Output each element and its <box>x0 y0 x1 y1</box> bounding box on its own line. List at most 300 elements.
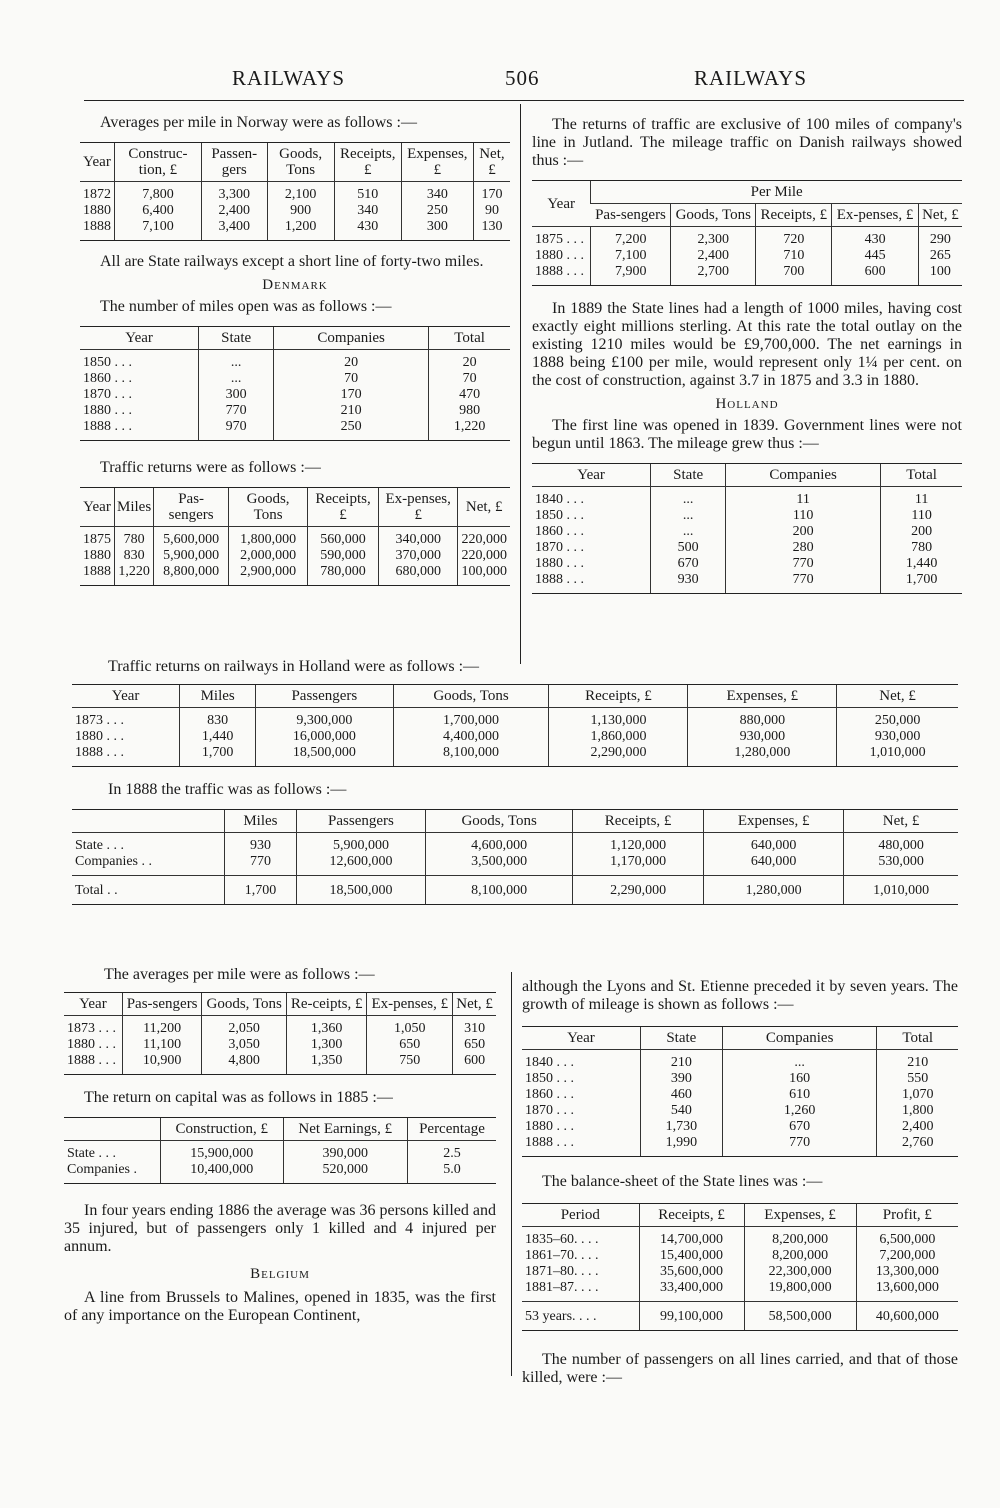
table-cell: 930 <box>225 833 297 855</box>
table-cell: 590,000 <box>308 548 379 564</box>
column-header: Period <box>522 1204 639 1227</box>
row-label: 1875 . . . <box>535 232 584 247</box>
denmark-traffic-table <box>80 487 510 586</box>
column-header: Pas-sengers <box>154 488 229 527</box>
column-header: Pas-sengers <box>591 204 671 227</box>
table-cell: 1,860,000 <box>549 729 688 745</box>
table-cell: 310 <box>453 1016 496 1038</box>
table-row <box>532 264 962 286</box>
row-label: 1860 . . . <box>83 371 132 386</box>
column-header: Expenses, £ <box>704 810 844 833</box>
belgium-section <box>522 978 958 1387</box>
table-cell: ... <box>199 350 274 372</box>
table-cell: 14,700,000 <box>639 1227 744 1249</box>
column-header: Companies <box>726 464 881 487</box>
table-cell: 2,000,000 <box>229 548 308 564</box>
table-cell: 8,200,000 <box>744 1248 856 1264</box>
table-cell: 670 <box>651 556 726 572</box>
table-cell: 2,300 <box>671 227 756 249</box>
row-label: 1872 <box>83 187 111 202</box>
total-row <box>72 876 958 905</box>
belgium-mileage-table <box>522 1026 958 1157</box>
table-cell: 2.5 <box>407 1141 496 1163</box>
table-cell: 780 <box>881 540 962 556</box>
table-cell: 10,400,000 <box>160 1162 283 1184</box>
holland-mileage-table <box>532 463 962 594</box>
table-row <box>80 350 510 372</box>
table-cell: 370,000 <box>378 548 458 564</box>
table-cell: 200 <box>726 524 881 540</box>
table-cell: 390 <box>640 1071 722 1087</box>
column-header: Goods, Tons <box>426 810 573 833</box>
table-cell: 35,600,000 <box>639 1264 744 1280</box>
table-cell: 280 <box>726 540 881 556</box>
table-cell: 720 <box>756 227 832 249</box>
column-header: Percentage <box>407 1118 496 1141</box>
table-cell: 530,000 <box>844 854 958 876</box>
table-cell: 2,900,000 <box>229 564 308 586</box>
table-cell: 170 <box>274 387 429 403</box>
table-cell: 340 <box>334 203 401 219</box>
table-row <box>80 419 510 441</box>
table-cell: 160 <box>722 1071 877 1087</box>
column-header: Companies <box>274 327 429 350</box>
table-row <box>80 527 510 549</box>
table-cell: 930 <box>651 572 726 594</box>
column-header: Total <box>429 327 510 350</box>
table-cell: 550 <box>877 1071 958 1087</box>
table-cell: 1,440 <box>881 556 962 572</box>
table-row <box>532 487 962 509</box>
table-cell: 2,400 <box>671 248 756 264</box>
table-row <box>80 403 510 419</box>
denmark-right-intro: The returns of traffic are exclusive of 100 miles of company's line in Jutland. The mileage traffic on Danish railways showed thus :— <box>532 116 962 169</box>
table-cell: 15,400,000 <box>639 1248 744 1264</box>
table-cell: 7,100 <box>115 219 202 241</box>
table-cell: 90 <box>473 203 510 219</box>
header-rule <box>84 100 964 101</box>
column-header: Year <box>532 464 651 487</box>
table-cell: 8,800,000 <box>154 564 229 586</box>
table-cell: ... <box>199 371 274 387</box>
row-label: 1860 . . . <box>525 1087 574 1102</box>
table-row <box>72 708 958 730</box>
denmark-right-section <box>532 116 962 594</box>
table-cell: 1,700 <box>881 572 962 594</box>
column-header: Net Earnings, £ <box>283 1118 407 1141</box>
column-header: Goods, Tons <box>267 143 334 182</box>
column-header <box>72 810 225 833</box>
column-header: Net, £ <box>473 143 510 182</box>
table-cell: 830 <box>115 548 154 564</box>
table-cell: 2,050 <box>202 1016 286 1038</box>
column-header: Ex-penses, £ <box>367 993 453 1016</box>
table-cell: 3,300 <box>201 182 267 204</box>
column-header: Ex-penses, £ <box>832 204 919 227</box>
column-header: Receipts, £ <box>639 1204 744 1227</box>
table-row <box>64 1037 496 1053</box>
per-mile-year-header: Year <box>532 181 591 227</box>
total-cell: 1,700 <box>225 876 297 905</box>
row-label: 1860 . . . <box>535 524 584 539</box>
column-header: Receipts, £ <box>549 685 688 708</box>
column-header: Total <box>877 1027 958 1050</box>
table-cell: 445 <box>832 248 919 264</box>
row-label: 1861–70. . . . <box>525 1248 599 1263</box>
row-label: 1840 . . . <box>525 1055 574 1070</box>
table-cell: 770 <box>726 556 881 572</box>
table-cell: 7,200 <box>591 227 671 249</box>
table-cell: 600 <box>453 1053 496 1075</box>
table-row <box>532 572 962 594</box>
table-cell: 1,260 <box>722 1103 877 1119</box>
table-cell: 70 <box>429 371 510 387</box>
table-cell: 1,280,000 <box>688 745 837 767</box>
column-header: Goods, Tons <box>671 204 756 227</box>
table-row <box>522 1280 958 1302</box>
row-label: 1888 . . . <box>80 419 199 441</box>
column-header: State <box>199 327 274 350</box>
table-cell: 11 <box>726 487 881 509</box>
holland-averages-table <box>64 992 496 1075</box>
column-header: Net, £ <box>837 685 958 708</box>
column-header: Miles <box>180 685 256 708</box>
row-label: 1880 <box>83 203 111 218</box>
row-label: 1870 . . . <box>83 387 132 402</box>
holland-capital-table <box>64 1117 496 1184</box>
table-cell: 2,760 <box>877 1135 958 1157</box>
table-row <box>522 1071 958 1087</box>
holland-capital-intro: The return on capital was as follows in 1885 :— <box>84 1089 393 1106</box>
total-label: Total . . <box>72 876 225 905</box>
table-cell: 700 <box>756 264 832 286</box>
table-cell: 5,600,000 <box>154 527 229 549</box>
table-cell: 1,730 <box>640 1119 722 1135</box>
per-mile-group-header: Per Mile <box>591 181 962 204</box>
column-header: Goods, Tons <box>202 993 286 1016</box>
row-label: 1888 <box>80 219 115 241</box>
denmark-heading: Denmark <box>262 277 328 293</box>
column-divider-bottom <box>511 972 512 1376</box>
table-cell: 7,800 <box>115 182 202 204</box>
right-running-header: RAILWAYS <box>694 66 808 90</box>
table-row <box>64 1141 496 1163</box>
table-cell: 1,010,000 <box>837 745 958 767</box>
row-label: 1870 . . . <box>535 540 584 555</box>
table-row <box>80 371 510 387</box>
table-row <box>80 219 510 241</box>
row-label: 1880 <box>83 548 111 563</box>
table-cell: 470 <box>429 387 510 403</box>
table-row <box>522 1264 958 1280</box>
holland-1888-intro: In 1888 the traffic was as follows :— <box>108 781 347 798</box>
column-header: Goods, Tons <box>229 488 308 527</box>
holland-heading: Holland <box>715 396 779 412</box>
column-header: Net, £ <box>458 488 510 527</box>
row-label: 1880 . . . <box>83 403 132 418</box>
table-row <box>532 508 962 524</box>
table-cell: 710 <box>756 248 832 264</box>
table-row <box>80 387 510 403</box>
total-row <box>522 1302 958 1331</box>
row-label: 1880 . . . <box>535 248 584 263</box>
table-row <box>522 1119 958 1135</box>
row-label: 1888 . . . <box>532 264 591 286</box>
table-cell: 430 <box>334 219 401 241</box>
table-cell: 560,000 <box>308 527 379 549</box>
table-cell: 1,700,000 <box>393 708 549 730</box>
belgium-passengers-note: The number of passengers on all lines carried, and that of those killed, were :— <box>522 1351 958 1386</box>
holland-accidents-note: In four years ending 1886 the average was 36 persons killed and 35 injured, but of passengers only 1 killed and 4 injured per annum. <box>64 1202 496 1255</box>
table-cell: 170 <box>473 182 510 204</box>
table-cell: 2,400 <box>201 203 267 219</box>
table-cell: 1,070 <box>877 1087 958 1103</box>
column-divider-top <box>520 104 521 664</box>
table-row <box>522 1087 958 1103</box>
denmark-mileage-table <box>80 326 510 441</box>
table-cell: 15,900,000 <box>160 1141 283 1163</box>
belgium-text: A line from Brussels to Malines, opened in 1835, was the first of any importance on the European Continent, <box>64 1289 496 1324</box>
row-label: 1873 . . . <box>75 713 124 728</box>
table-cell: 930,000 <box>837 729 958 745</box>
table-cell: 22,300,000 <box>744 1264 856 1280</box>
table-cell: 640,000 <box>704 833 844 855</box>
table-row <box>64 1053 496 1075</box>
holland-1888-table <box>72 809 958 905</box>
table-cell: 4,600,000 <box>426 833 573 855</box>
table-cell: 6,400 <box>115 203 202 219</box>
row-label: 1888 . . . <box>72 745 180 767</box>
table-cell: 2,700 <box>671 264 756 286</box>
table-cell: 1,700 <box>180 745 256 767</box>
table-cell: 5,900,000 <box>154 548 229 564</box>
column-header: Pas-sengers <box>122 993 202 1016</box>
table-row <box>72 833 958 855</box>
table-cell: 500 <box>651 540 726 556</box>
table-cell: 210 <box>274 403 429 419</box>
table-row <box>80 182 510 204</box>
column-header: Receipts, £ <box>334 143 401 182</box>
table-cell: 750 <box>367 1053 453 1075</box>
table-cell: 265 <box>918 248 962 264</box>
denmark-intro: The number of miles open was as follows :— <box>100 298 392 315</box>
table-cell: 16,000,000 <box>256 729 393 745</box>
table-row <box>72 729 958 745</box>
column-header <box>64 1118 160 1141</box>
norway-intro: Averages per mile in Norway were as follows :— <box>100 114 417 131</box>
holland-averages-intro: The averages per mile were as follows :— <box>104 966 375 983</box>
table-cell: 110 <box>726 508 881 524</box>
column-header: Expenses, £ <box>688 685 837 708</box>
table-cell: 3,050 <box>202 1037 286 1053</box>
table-cell: 970 <box>199 419 274 441</box>
column-header: Year <box>80 143 115 182</box>
table-cell: 4,400,000 <box>393 729 549 745</box>
row-label: Companies . . <box>75 854 152 869</box>
row-label: 1850 . . . <box>83 355 132 370</box>
column-header: Year <box>80 327 199 350</box>
table-row <box>80 564 510 586</box>
table-cell: 9,300,000 <box>256 708 393 730</box>
table-cell: ... <box>651 487 726 509</box>
table-cell: 1,200 <box>267 219 334 241</box>
column-header: Net, £ <box>453 993 496 1016</box>
total-cell: 8,100,000 <box>426 876 573 905</box>
table-row <box>532 227 962 249</box>
table-cell: 300 <box>401 219 473 241</box>
column-header: Construc-tion, £ <box>115 143 202 182</box>
table-cell: 670 <box>722 1119 877 1135</box>
table-cell: 980 <box>429 403 510 419</box>
table-cell: 780,000 <box>308 564 379 586</box>
column-header: Expenses, £ <box>401 143 473 182</box>
column-header: Year <box>80 488 115 527</box>
row-label: 1880 . . . <box>525 1119 574 1134</box>
table-cell: 11 <box>881 487 962 509</box>
column-header: Net, £ <box>844 810 958 833</box>
table-cell: 900 <box>267 203 334 219</box>
table-cell: 13,300,000 <box>856 1264 958 1280</box>
table-cell: 460 <box>640 1087 722 1103</box>
table-cell: 6,500,000 <box>856 1227 958 1249</box>
table-cell: 7,900 <box>591 264 671 286</box>
table-cell: 20 <box>274 350 429 372</box>
table-cell: 680,000 <box>378 564 458 586</box>
table-row <box>64 1162 496 1184</box>
page-number: 506 <box>505 66 540 90</box>
table-cell: 540 <box>640 1103 722 1119</box>
table-row <box>80 203 510 219</box>
table-row <box>80 548 510 564</box>
table-cell: 290 <box>918 227 962 249</box>
table-cell: 770 <box>726 572 881 594</box>
column-header: State <box>640 1027 722 1050</box>
table-cell: 19,800,000 <box>744 1280 856 1302</box>
table-cell: 1,050 <box>367 1016 453 1038</box>
holland-traffic-intro: Traffic returns on railways in Holland were as follows :— <box>108 658 480 675</box>
table-cell: 4,800 <box>202 1053 286 1075</box>
table-cell: 2,290,000 <box>549 745 688 767</box>
table-cell: 640,000 <box>704 854 844 876</box>
table-cell: 70 <box>274 371 429 387</box>
column-header: Passengers <box>296 810 425 833</box>
column-header: Year <box>64 993 122 1016</box>
table-cell: 610 <box>722 1087 877 1103</box>
table-cell: 10,900 <box>122 1053 202 1075</box>
total-cell: 18,500,000 <box>296 876 425 905</box>
holland-traffic-section <box>72 658 958 905</box>
column-header: Net, £ <box>918 204 962 227</box>
belgium-balance-table <box>522 1203 958 1331</box>
row-label: 1873 . . . <box>67 1021 116 1036</box>
table-cell: 1,220 <box>429 419 510 441</box>
table-cell: 220,000 <box>458 548 510 564</box>
row-label: 1880 . . . <box>535 556 584 571</box>
table-cell: 650 <box>367 1037 453 1053</box>
table-cell: ... <box>651 508 726 524</box>
table-cell: 520,000 <box>283 1162 407 1184</box>
column-header: Ex-penses, £ <box>378 488 458 527</box>
table-cell: 1,220 <box>115 564 154 586</box>
table-cell: 210 <box>640 1050 722 1072</box>
table-cell: 1,120,000 <box>573 833 704 855</box>
total-label: 53 years. . . . <box>522 1302 639 1331</box>
table-row <box>72 745 958 767</box>
holland-averages-section <box>64 966 496 1325</box>
table-row <box>64 1016 496 1038</box>
table-row <box>522 1227 958 1249</box>
row-label: 1881–87. . . . <box>525 1280 599 1295</box>
row-label: 1850 . . . <box>525 1071 574 1086</box>
belgium-balance-intro: The balance-sheet of the State lines was :— <box>542 1173 823 1190</box>
table-cell: 20 <box>429 350 510 372</box>
total-cell: 40,600,000 <box>856 1302 958 1331</box>
table-cell: 1,170,000 <box>573 854 704 876</box>
column-header: Year <box>522 1027 640 1050</box>
column-header: Expenses, £ <box>744 1204 856 1227</box>
table-cell: 1,360 <box>286 1016 367 1038</box>
table-row <box>532 556 962 572</box>
table-cell: 3,500,000 <box>426 854 573 876</box>
table-cell: 110 <box>881 508 962 524</box>
total-cell: 58,500,000 <box>744 1302 856 1331</box>
table-cell: 1,800,000 <box>229 527 308 549</box>
table-cell: 250,000 <box>837 708 958 730</box>
table-cell: 1,440 <box>180 729 256 745</box>
table-cell: 340,000 <box>378 527 458 549</box>
column-header: State <box>651 464 726 487</box>
table-cell: 7,200,000 <box>856 1248 958 1264</box>
table-cell: ... <box>722 1050 877 1072</box>
row-label: Companies . <box>64 1162 160 1184</box>
row-label: 1871–80. . . . <box>525 1264 599 1279</box>
belgium-heading: Belgium <box>250 1266 310 1282</box>
table-cell: 11,100 <box>122 1037 202 1053</box>
column-header: Goods, Tons <box>393 685 549 708</box>
row-label: 1870 . . . <box>525 1103 574 1118</box>
table-row <box>532 524 962 540</box>
table-cell: 130 <box>473 219 510 241</box>
row-label: 1840 . . . <box>535 492 584 507</box>
norway-section <box>80 114 510 586</box>
table-cell: 300 <box>199 387 274 403</box>
table-cell: 770 <box>722 1135 877 1157</box>
table-cell: 13,600,000 <box>856 1280 958 1302</box>
column-header: Miles <box>225 810 297 833</box>
row-label: 1888 . . . <box>64 1053 122 1075</box>
row-label: 1880 . . . <box>75 729 124 744</box>
table-cell: 340 <box>401 182 473 204</box>
table-cell: 210 <box>877 1050 958 1072</box>
column-header: Construction, £ <box>160 1118 283 1141</box>
table-cell: 930,000 <box>688 729 837 745</box>
table-cell: 780 <box>115 527 154 549</box>
column-header: Re-ceipts, £ <box>286 993 367 1016</box>
row-label: 1875 <box>83 532 111 547</box>
table-cell: 1,990 <box>640 1135 722 1157</box>
table-row <box>532 540 962 556</box>
table-cell: 8,200,000 <box>744 1227 856 1249</box>
table-cell: 250 <box>274 419 429 441</box>
total-cell: 2,290,000 <box>573 876 704 905</box>
table-cell: 1,350 <box>286 1053 367 1075</box>
table-cell: 33,400,000 <box>639 1280 744 1302</box>
table-cell: 830 <box>180 708 256 730</box>
table-cell: 12,600,000 <box>296 854 425 876</box>
table-row <box>532 248 962 264</box>
column-header: Companies <box>722 1027 877 1050</box>
holland-traffic-table <box>72 684 958 767</box>
